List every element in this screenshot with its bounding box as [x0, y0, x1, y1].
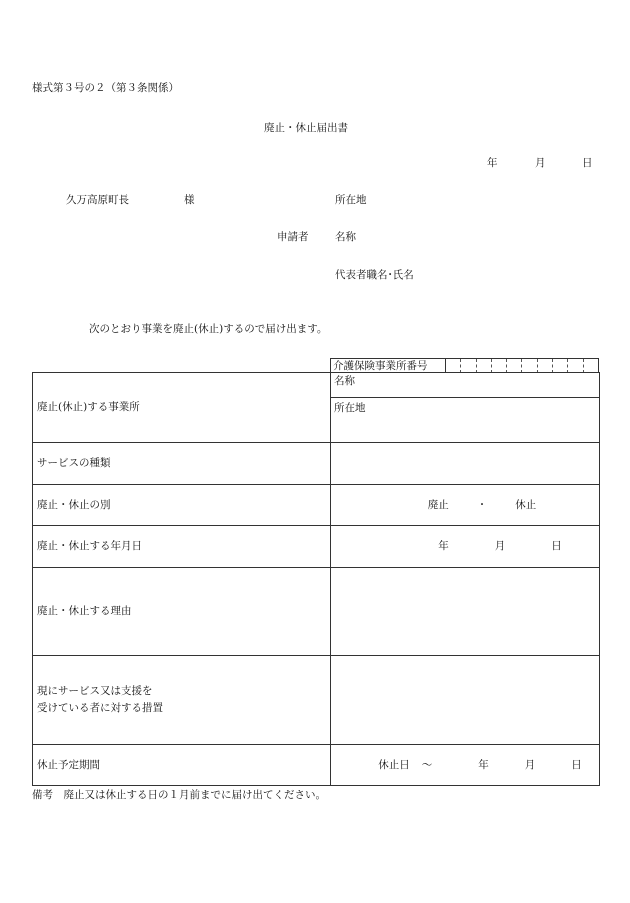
- period-month-unit: 月: [524, 758, 536, 771]
- office-label: 廃止(休止)する事業所: [33, 373, 331, 443]
- care-office-number-label: 介護保険事業所番号: [331, 359, 446, 373]
- notification-form-table: [32, 372, 600, 786]
- table-row-date: [33, 526, 600, 568]
- applicant-address-label: 所在地: [335, 194, 367, 206]
- measures-label: [33, 656, 331, 745]
- period-year-unit: 年: [478, 758, 489, 771]
- service-type-field[interactable]: [331, 443, 600, 485]
- measures-label-line1: 現にサービス又は支援を: [37, 685, 153, 698]
- reason-label: 廃止・休止する理由: [33, 568, 331, 656]
- period-start-label: 休止日: [378, 758, 410, 771]
- type-suspend-option[interactable]: 休止: [515, 498, 537, 511]
- date-month-unit: 月: [494, 540, 506, 553]
- measures-label-line2: 受けている者に対する措置: [37, 702, 163, 714]
- addressee-name: 久万高原町長: [66, 194, 129, 206]
- office-address-field[interactable]: [331, 398, 599, 442]
- care-office-number-digit[interactable]: [522, 359, 537, 373]
- type-choice-cell: [331, 485, 600, 526]
- form-number: 様式第３号の２（第３条関係）: [32, 82, 179, 94]
- intro-text: 次のとおり事業を廃止(休止)するので届け出ます。: [89, 323, 328, 335]
- type-separator: ・: [476, 498, 488, 511]
- applicant-name-label: 名称: [335, 231, 356, 243]
- care-office-number-digit[interactable]: [446, 359, 461, 373]
- date-day-unit: 日: [551, 540, 562, 553]
- period-label: 休止予定期間: [33, 745, 331, 786]
- office-name-field[interactable]: [331, 373, 599, 398]
- applicant-label: 申請者: [277, 231, 309, 243]
- date-label: 廃止・休止する年月日: [33, 526, 331, 568]
- care-office-number-digit[interactable]: [568, 359, 583, 373]
- period-field[interactable]: [331, 745, 600, 786]
- care-office-number-digit[interactable]: [461, 359, 476, 373]
- page-title: 廃止・休止届出書: [264, 122, 348, 134]
- type-abolish-option[interactable]: 廃止: [427, 498, 449, 511]
- care-office-number-digit[interactable]: [584, 359, 598, 373]
- care-office-number-digit[interactable]: [492, 359, 507, 373]
- addressee-honorific: 様: [184, 194, 195, 206]
- applicant-representative-label: 代表者職名･氏名: [335, 269, 414, 281]
- office-address-label: 所在地: [334, 402, 366, 414]
- service-type-label: サービスの種類: [33, 443, 331, 485]
- period-day-unit: 日: [571, 758, 582, 771]
- table-row-reason: [33, 568, 600, 656]
- table-row-type: [33, 485, 600, 526]
- type-label: 廃止・休止の別: [33, 485, 331, 526]
- care-office-number-digit[interactable]: [507, 359, 522, 373]
- care-office-number-digit[interactable]: [477, 359, 492, 373]
- date-field[interactable]: [331, 526, 600, 568]
- date-month-label: 月: [535, 157, 546, 169]
- period-tilde: ～: [421, 758, 433, 771]
- table-row-period: [33, 745, 600, 786]
- table-row-office: [33, 373, 600, 443]
- care-office-number-digit[interactable]: [538, 359, 553, 373]
- office-value-cell: [331, 373, 600, 443]
- care-office-number-box: [330, 358, 599, 373]
- table-row-measures: [33, 656, 600, 745]
- table-row-service-type: [33, 443, 600, 485]
- date-year-label: 年: [487, 157, 498, 169]
- date-day-label: 日: [582, 157, 593, 169]
- office-name-label: 名称: [334, 375, 355, 387]
- date-year-unit: 年: [438, 540, 449, 553]
- care-office-number-digit[interactable]: [553, 359, 568, 373]
- reason-field[interactable]: [331, 568, 600, 656]
- measures-field[interactable]: [331, 656, 600, 745]
- note-text: 備考 廃止又は休止する日の１月前までに届け出てください。: [32, 789, 326, 801]
